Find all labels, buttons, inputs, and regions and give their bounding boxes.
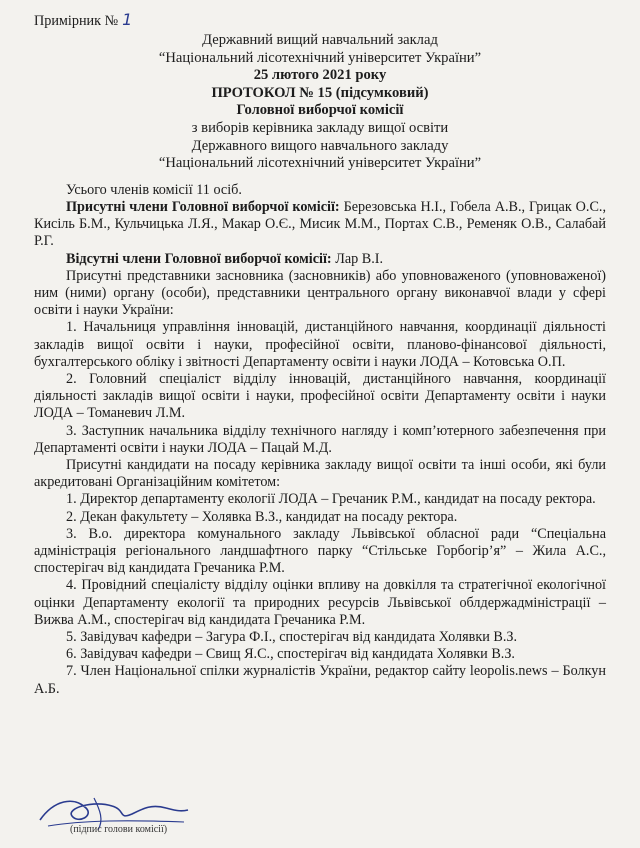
candidate-item-7: 7. Член Національної спілки журналістів України, редактор сайту leopolis.news – Болкун А.Б.: [34, 663, 606, 697]
header-line-7: Державного вищого навчального закладу: [191, 137, 449, 154]
candidate-item-5: 5. Завідувач кафедри – Загура Ф.І., спостерігач від кандидата Холявки В.З.: [66, 629, 518, 646]
candidate-item-4: 4. Провідний спеціалісту відділу оцінки впливу на довкілля та стратегічної екологічної оцінки Департаменту екології та природних ресурсів Львівської облдержадміністрації – Вижва А.М., спостерігач від кандидата Гречаника Р.М.: [34, 577, 606, 628]
present-names: Березовська Н.І., Гобела А.В., Грицак О.С., Кисіль Б.М., Кульчицька Л.Я., Макар О.Є., Мисик М.М., Портах С.В., Ременяк О.В., Салабай Р.Г.: [34, 198, 607, 250]
members-total: Усього членів комісії 11 осіб.: [66, 181, 242, 198]
document-header: [34, 32, 606, 173]
header-line-6: з виборів керівника закладу вищої освіти: [191, 119, 449, 136]
candidate-item-6: 6. Завідувач кафедри – Свищ Я.С., спостерігач від кандидата Холявки В.З.: [66, 646, 515, 663]
copy-number-line: [34, 10, 606, 30]
present-members: [34, 199, 606, 251]
absent-names: Лар В.І.: [331, 250, 384, 267]
candidate-item-1: 1. Директор департаменту екології ЛОДА – Гречаник Р.М., кандидат на посаду ректора.: [66, 491, 596, 508]
founder-item-3: 3. Заступник начальника відділу технічного нагляду і комп’ютерного забезпечення при Департаменті освіти і науки ЛОДА – Пацай М.Д.: [34, 422, 606, 456]
absent-members: [34, 251, 606, 268]
copy-number-handwritten: 1: [122, 10, 133, 29]
candidate-item-2: 2. Декан факультету – Холявка В.З., кандидат на посаду ректора.: [66, 508, 458, 525]
founder-item-1: 1. Начальниця управління інновацій, дистанційного навчання, координації діяльності закладів вищої освіти і науки, професійної освіти, планово-фінансової діяльності, бухгалтерського обліку і звітності Департаменту освіти і науки ЛОДА – Котовська О.П.: [34, 319, 606, 370]
header-line-2: “Національний лісотехнічний університет України”: [158, 49, 482, 66]
founders-intro: Присутні представники засновника (засновників) або уповноваженого (уповноваженої) ним (ними) органу (особи), представники центрального органу виконавчої влади у сфері освіти і науки України:: [34, 267, 606, 319]
copy-label: Примірник №: [34, 13, 119, 29]
candidate-item-3: 3. В.о. директора комунального закладу Львівської обласної ради “Спеціальна адміністрація регіонального ландшафтного парку “Стільське Горбогір’я” – Жила А.С., спостерігач від кандидата Гречаника Р.М.: [34, 525, 606, 577]
protocol-body: [34, 182, 606, 698]
header-line-1: Державний вищий навчальний заклад: [202, 32, 438, 48]
protocol-title: ПРОТОКОЛ № 15 (підсумковий): [211, 84, 429, 101]
header-date: 25 лютого 2021 року: [253, 67, 387, 84]
present-label: Присутні члени Головної виборчої комісії:: [66, 198, 340, 215]
signature-caption: (підпис голови комісії): [70, 824, 168, 835]
absent-label: Відсутні члени Головної виборчої комісії:: [66, 250, 332, 267]
commission-title: Головної виборчої комісії: [236, 102, 404, 119]
candidates-intro: Присутні кандидати на посаду керівника закладу вищої освіти та інші особи, які були акредитовані Організаційним комітетом:: [34, 457, 606, 491]
header-line-8: “Національний лісотехнічний університет України”: [158, 155, 482, 172]
founder-item-2: 2. Головний спеціаліст відділу інновацій, дистанційного навчання, координації діяльності закладів вищої освіти і науки, професійної освіти Департаменту освіти і науки ЛОДА – Томаневич Л.М.: [34, 370, 606, 422]
